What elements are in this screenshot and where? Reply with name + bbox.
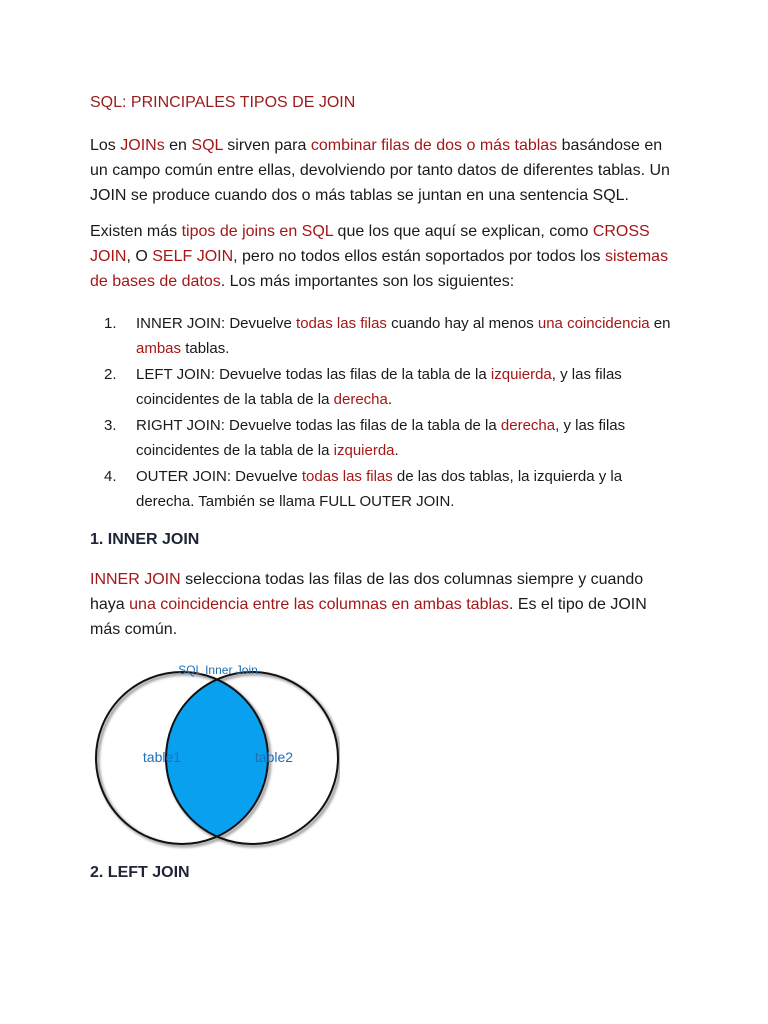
text-span: Existen más <box>90 223 182 240</box>
list-item <box>90 311 680 361</box>
list-number: 1. <box>104 315 117 332</box>
text-span: de las dos tablas, la izquierda y la derecha. También se llama FULL OUTER JOIN. <box>136 468 623 510</box>
highlight: ambas <box>136 340 182 357</box>
list-item <box>90 464 680 514</box>
text-span: OUTER JOIN: Devuelve <box>136 468 302 485</box>
text-span: INNER JOIN: Devuelve <box>136 315 297 332</box>
text-span: , pero no todos ellos están soportados por todos los <box>233 248 605 265</box>
list-number: 4. <box>104 468 117 485</box>
highlight-cross-join: CROSS JOIN <box>90 223 650 265</box>
types-paragraph <box>90 219 680 294</box>
text-span: selecciona todas las filas de las dos columnas siempre y cuando haya <box>90 571 644 613</box>
text-span: RIGHT JOIN: Devuelve todas las filas de la tabla de la <box>136 417 501 434</box>
highlight-self-join: SELF JOIN <box>152 248 234 265</box>
section-heading-inner-join: 1. INNER JOIN <box>90 531 200 548</box>
highlight: todas las filas <box>296 315 387 332</box>
text-span: . <box>394 442 399 459</box>
text-span: que los que aquí se explican, como <box>333 223 593 240</box>
text-span: tablas. <box>181 340 230 357</box>
text-span: Los <box>90 137 121 154</box>
venn-label-table1: table1 <box>142 749 182 765</box>
text-span: . <box>387 391 393 408</box>
text-span: , O <box>126 248 153 265</box>
highlight-coincidencia: una coincidencia entre las columnas en ambas tablas <box>129 596 509 613</box>
text-span: en <box>164 137 192 154</box>
text-span: cuando hay al menos <box>386 315 538 332</box>
highlight-sistemas: sistemas de bases de datos <box>90 248 669 290</box>
inner-join-venn-diagram <box>90 655 340 865</box>
text-span: , y las filas coincidentes de la tabla de la <box>136 417 626 459</box>
highlight: una coincidencia <box>537 315 650 332</box>
highlight-sql: SQL <box>191 137 223 154</box>
highlight-inner-join: INNER JOIN <box>90 571 181 588</box>
list-item <box>90 413 680 463</box>
document-title: SQL: PRINCIPALES TIPOS DE JOIN <box>90 94 356 111</box>
highlight: derecha <box>500 417 556 434</box>
text-span: LEFT JOIN: Devuelve todas las filas de la tabla de la <box>136 366 491 383</box>
text-span: en <box>649 315 671 332</box>
section-heading-left-join: 2. LEFT JOIN <box>90 864 190 881</box>
highlight: todas las filas <box>301 468 393 485</box>
highlight-combinar: combinar filas de dos o más tablas <box>310 137 558 154</box>
highlight-tipos: tipos de joins en SQL <box>181 223 334 240</box>
highlight-joins: JOINs <box>120 137 165 154</box>
text-span: , y las filas coincidentes de la tabla de la <box>136 366 622 408</box>
text-span: . Los más importantes son los siguientes: <box>220 273 515 290</box>
highlight: derecha <box>333 391 388 408</box>
highlight: izquierda <box>333 442 395 459</box>
venn-title: SQL Inner Join <box>178 663 258 677</box>
text-span: basándose en un campo común entre ellas, devolviendo por tanto datos de diferentes tablas. Un JOIN se produce cuando dos o más tablas se juntan en una sentencia SQL. <box>90 137 670 204</box>
inner-join-paragraph <box>90 567 680 642</box>
text-span: sirven para <box>222 137 311 154</box>
list-item <box>90 362 680 412</box>
text-span: . Es el tipo de JOIN más común. <box>90 596 647 638</box>
list-number: 2. <box>104 366 117 383</box>
join-types-list <box>90 311 680 515</box>
intro-paragraph <box>90 133 680 208</box>
venn-label-table2: table2 <box>254 749 294 765</box>
highlight: izquierda <box>490 366 552 383</box>
list-number: 3. <box>104 417 117 434</box>
